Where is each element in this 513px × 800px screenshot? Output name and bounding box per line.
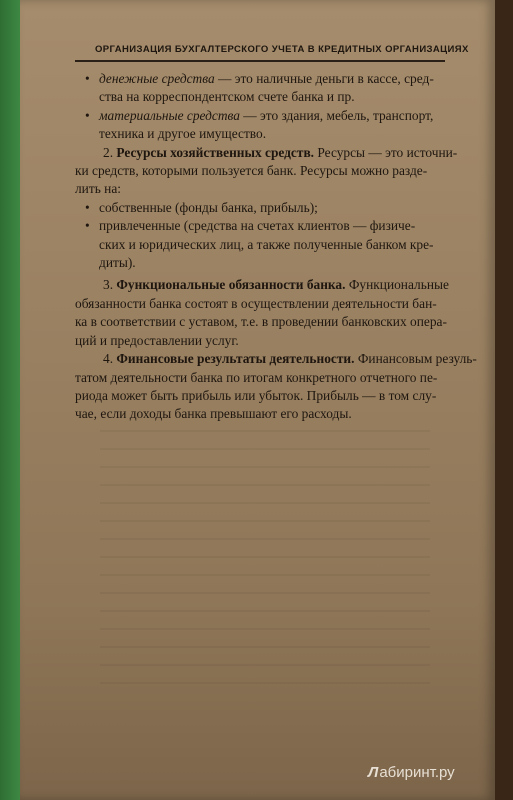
bullet-marker: • <box>85 71 90 86</box>
text-line: ства на корреспондентском счете банка и пр. <box>99 89 355 105</box>
paragraph-resources <box>75 144 458 162</box>
text-line: техника и другое имущество. <box>99 126 267 142</box>
show-through-text <box>100 430 430 690</box>
text-line: ки средств, которыми пользуется банк. Ресурсы можно разде- <box>75 163 428 179</box>
bullet-item-own <box>75 199 445 217</box>
labirint-watermark <box>368 764 455 781</box>
term-money: денежные средства <box>99 71 215 86</box>
text-line: привлеченные (средства на счетах клиентов — физиче- <box>99 218 416 234</box>
text-line: Финансовым резуль- <box>354 351 477 367</box>
text-line: Ресурсы — это источни- <box>314 144 458 160</box>
item-number: 2. <box>103 144 117 160</box>
text-line: диты). <box>99 255 136 271</box>
text-line: чае, если доходы банка превышают его расходы. <box>75 406 352 422</box>
text-line: — это здания, мебель, транспорт, <box>239 107 434 123</box>
text-line: Функциональные <box>345 277 449 293</box>
text-line: ка в соответствии с уставом, т.е. в проведении банковских опера- <box>75 314 447 330</box>
paragraph-functions <box>75 276 449 294</box>
text-line: татом деятельности банка по итогам конкретного отчетного пе- <box>75 369 438 385</box>
bullet-item-borrowed <box>75 217 445 235</box>
header-rule <box>75 60 445 62</box>
text-line: обязанности банка состоят в осуществлении деятельности бан- <box>75 295 437 311</box>
item-number: 3. <box>103 277 117 293</box>
text-line: — это наличные деньги в кассе, сред- <box>214 71 434 86</box>
labirint-logo-icon: Л <box>368 764 379 781</box>
text-line: лить на: <box>75 181 121 197</box>
bullet-marker: • <box>85 199 90 215</box>
bullet-item-money <box>75 70 445 88</box>
running-head: ОРГАНИЗАЦИЯ БУХГАЛТЕРСКОГО УЧЕТА В КРЕДИТНЫХ ОРГАНИЗАЦИЯХ <box>95 44 469 55</box>
text-line: ских и юридических лиц, а также полученные банком кре- <box>99 236 434 252</box>
heading-results: Финансовые результаты деятельности. <box>116 351 355 367</box>
watermark-text: абиринт.ру <box>379 764 455 781</box>
bullet-marker: • <box>85 218 90 234</box>
item-number: 4. <box>103 351 117 367</box>
text-line: риода может быть прибыль или убыток. Прибыль — в том слу- <box>75 387 437 403</box>
heading-functions: Функциональные обязанности банка. <box>116 277 346 293</box>
heading-resources: Ресурсы хозяйственных средств. <box>116 144 315 160</box>
body-text <box>75 70 477 424</box>
text-line: собственные (фонды банка, прибыль); <box>99 199 318 215</box>
bullet-item-material <box>75 107 445 125</box>
paragraph-results <box>75 350 477 368</box>
bullet-marker: • <box>85 107 90 123</box>
term-material: материальные средства <box>99 107 240 123</box>
text-line: ций и предоставлении услуг. <box>75 332 239 348</box>
